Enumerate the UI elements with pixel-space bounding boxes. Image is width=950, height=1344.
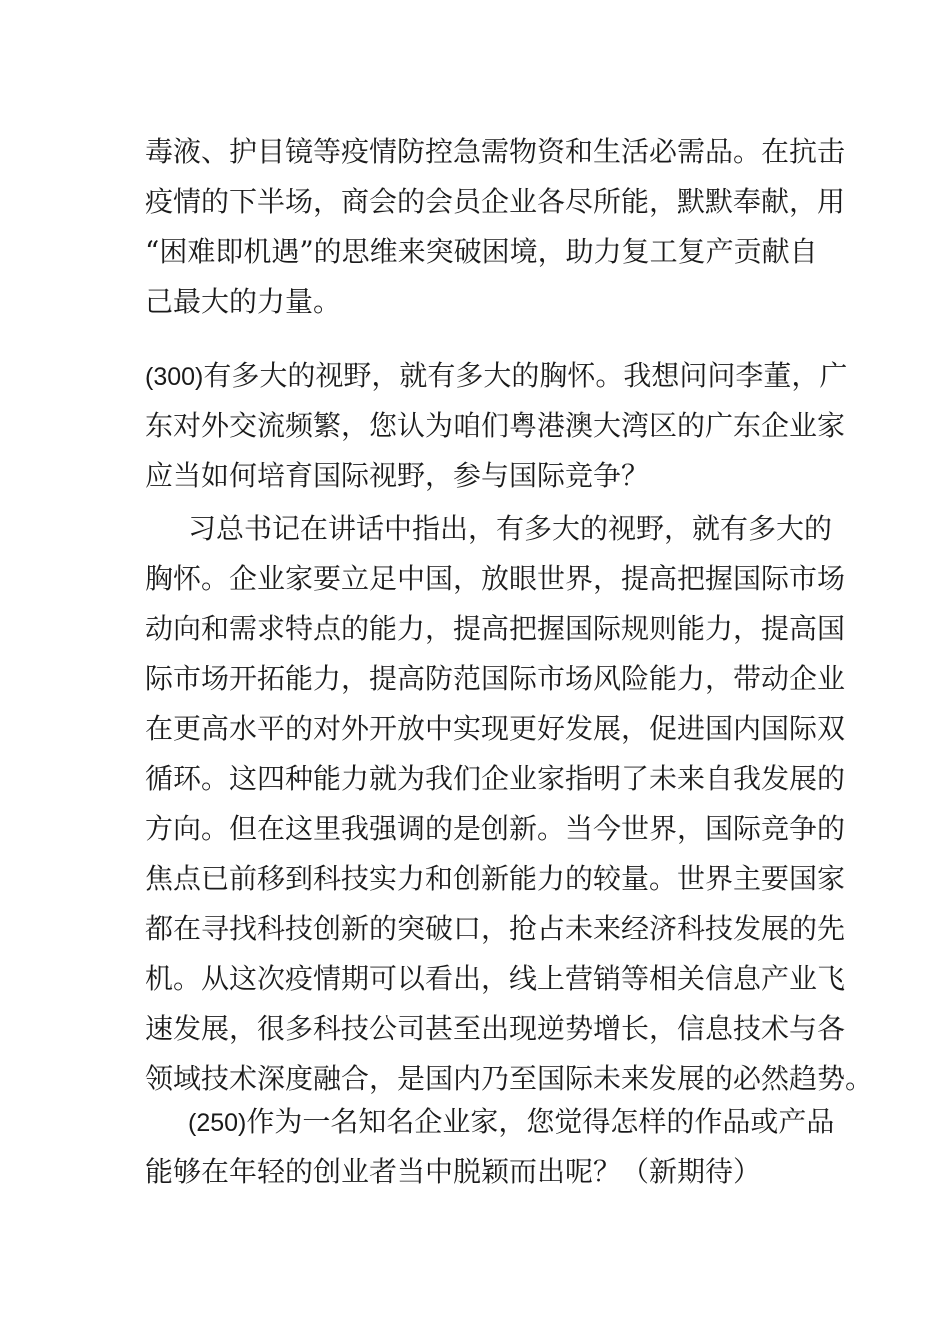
answer-line: 循环。这四种能力就为我们企业家指明了未来自我发展的	[145, 762, 846, 795]
question-line: 应当如何培育国际视野，参与国际竞争？	[145, 459, 650, 492]
paragraph-line: 疫情的下半场，商会的会员企业各尽所能，默默奉献，用	[145, 185, 846, 218]
answer-line: 际市场开拓能力，提高防范国际市场风险能力，带动企业	[145, 662, 846, 695]
question-marker: (300)	[145, 363, 204, 391]
answer-line: 焦点已前移到科技实力和创新能力的较量。世界主要国家	[145, 862, 846, 895]
answer-line: 动向和需求特点的能力，提高把握国际规则能力，提高国	[145, 612, 846, 645]
question-marker: (250)	[188, 1109, 247, 1137]
answer-line: 在更高水平的对外开放中实现更好发展，促进国内国际双	[145, 712, 846, 745]
question-line	[145, 359, 848, 392]
question-line: 能够在年轻的创业者当中脱颖而出呢？（新期待）	[145, 1155, 762, 1188]
question-text: 作为一名知名企业家，您觉得怎样的作品或产品	[246, 1105, 835, 1138]
answer-line: 习总书记在讲话中指出，有多大的视野，就有多大的	[188, 512, 833, 545]
question-line: 东对外交流频繁，您认为咱们粤港澳大湾区的广东企业家	[145, 409, 846, 442]
answer-line: 领域技术深度融合，是国内乃至国际未来发展的必然趋势。	[145, 1062, 874, 1095]
question-text: 有多大的视野，就有多大的胸怀。我想问问李董，广	[203, 359, 848, 392]
answer-line: 机。从这次疫情期可以看出，线上营销等相关信息产业飞	[145, 962, 846, 995]
paragraph-line: 己最大的力量。	[145, 285, 342, 318]
question-line	[188, 1105, 835, 1138]
paragraph-line: 毒液、护目镜等疫情防控急需物资和生活必需品。在抗击	[145, 135, 846, 168]
paragraph-line: “困难即机遇”的思维来突破困境，助力复工复产贡献自	[145, 235, 818, 268]
answer-line: 胸怀。企业家要立足中国，放眼世界，提高把握国际市场	[145, 562, 846, 595]
answer-line: 都在寻找科技创新的突破口，抢占未来经济科技发展的先	[145, 912, 846, 945]
answer-line: 速发展，很多科技公司甚至出现逆势增长，信息技术与各	[145, 1012, 846, 1045]
answer-line: 方向。但在这里我强调的是创新。当今世界，国际竞争的	[145, 812, 846, 845]
